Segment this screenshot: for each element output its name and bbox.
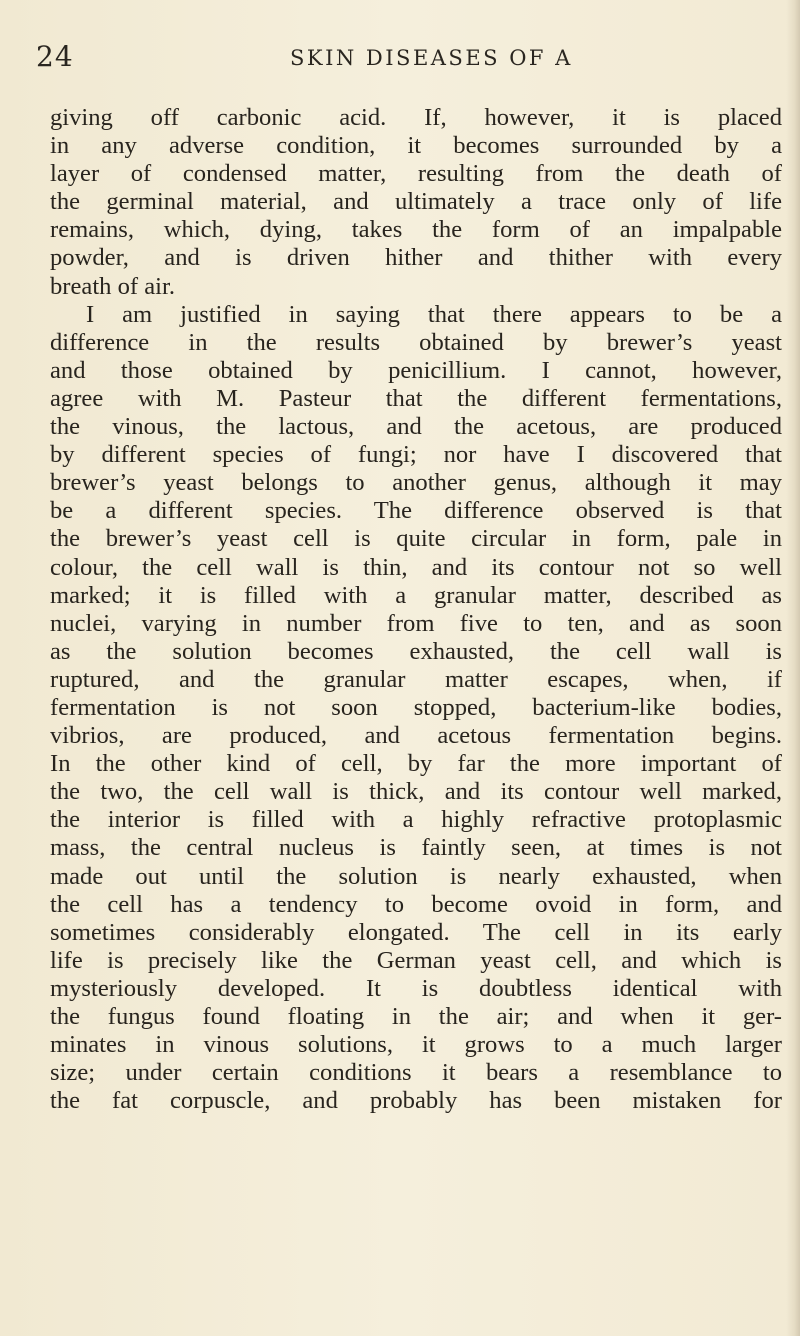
page-edge-shadow — [786, 0, 800, 1336]
text-line: as the solution becomes exhausted, the cell wall is — [50, 637, 782, 665]
body-text — [50, 104, 782, 1115]
text-line: layer of condensed matter, resulting from the death of — [50, 160, 782, 188]
page-header — [0, 40, 800, 80]
text-line: fermentation is not soon stopped, bacterium-like bodies, — [50, 693, 782, 721]
page-number: 24 — [36, 40, 74, 73]
text-line: in any adverse condition, it becomes surrounded by a — [50, 132, 782, 160]
running-head: SKIN DISEASES OF A — [290, 46, 573, 70]
text-line: difference in the results obtained by brewer’s yeast — [50, 328, 782, 356]
text-line: minates in vinous solutions, it grows to a much larger — [50, 1031, 782, 1059]
text-line: be a different species. The difference observed is that — [50, 497, 782, 525]
text-line: the fungus found floating in the air; and when it ger- — [50, 1003, 782, 1030]
text-line: size; under certain conditions it bears a resemblance to — [50, 1059, 782, 1087]
text-line: powder, and is driven hither and thither with every — [50, 244, 782, 272]
text-line: and those obtained by penicillium. I cannot, however, — [50, 356, 782, 384]
text-line: the cell has a tendency to become ovoid in form, and — [50, 890, 782, 918]
text-line: the interior is filled with a highly refractive protoplasmic — [50, 806, 782, 834]
text-line: brewer’s yeast belongs to another genus, although it may — [50, 469, 782, 497]
text-line: ruptured, and the granular matter escapes, when, if — [50, 665, 782, 693]
text-line: In the other kind of cell, by far the more important of — [50, 750, 782, 778]
text-line: sometimes considerably elongated. The cell in its early — [50, 918, 782, 946]
text-line: the brewer’s yeast cell is quite circular in form, pale in — [50, 525, 782, 553]
text-line: mass, the central nucleus is faintly seen, at times is not — [50, 834, 782, 862]
text-line: the two, the cell wall is thick, and its contour well marked, — [50, 778, 782, 806]
text-line: colour, the cell wall is thin, and its contour not so well — [50, 553, 782, 581]
text-line: the germinal material, and ultimately a trace only of life — [50, 188, 782, 216]
text-line: vibrios, are produced, and acetous fermentation begins. — [50, 722, 782, 750]
text-line: life is precisely like the German yeast cell, and which is — [50, 946, 782, 974]
text-line: I am justified in saying that there appears to be a — [86, 300, 782, 328]
text-line: the vinous, the lactous, and the acetous, are produced — [50, 413, 782, 441]
text-line: remains, which, dying, takes the form of an impalpable — [50, 216, 782, 244]
text-line: mysteriously developed. It is doubtless identical with — [50, 974, 782, 1002]
text-line: made out until the solution is nearly exhausted, when — [50, 862, 782, 890]
text-line: nuclei, varying in number from five to ten, and as soon — [50, 609, 782, 637]
text-line: agree with M. Pasteur that the different fermentations, — [50, 384, 782, 412]
text-line: by different species of fungi; nor have I discovered that — [50, 441, 782, 469]
text-line: giving off carbonic acid. If, however, it is placed — [50, 104, 782, 131]
text-line: breath of air. — [50, 272, 175, 300]
text-line: marked; it is filled with a granular matter, described as — [50, 581, 782, 609]
text-line: the fat corpuscle, and probably has been mistaken for — [50, 1087, 782, 1115]
